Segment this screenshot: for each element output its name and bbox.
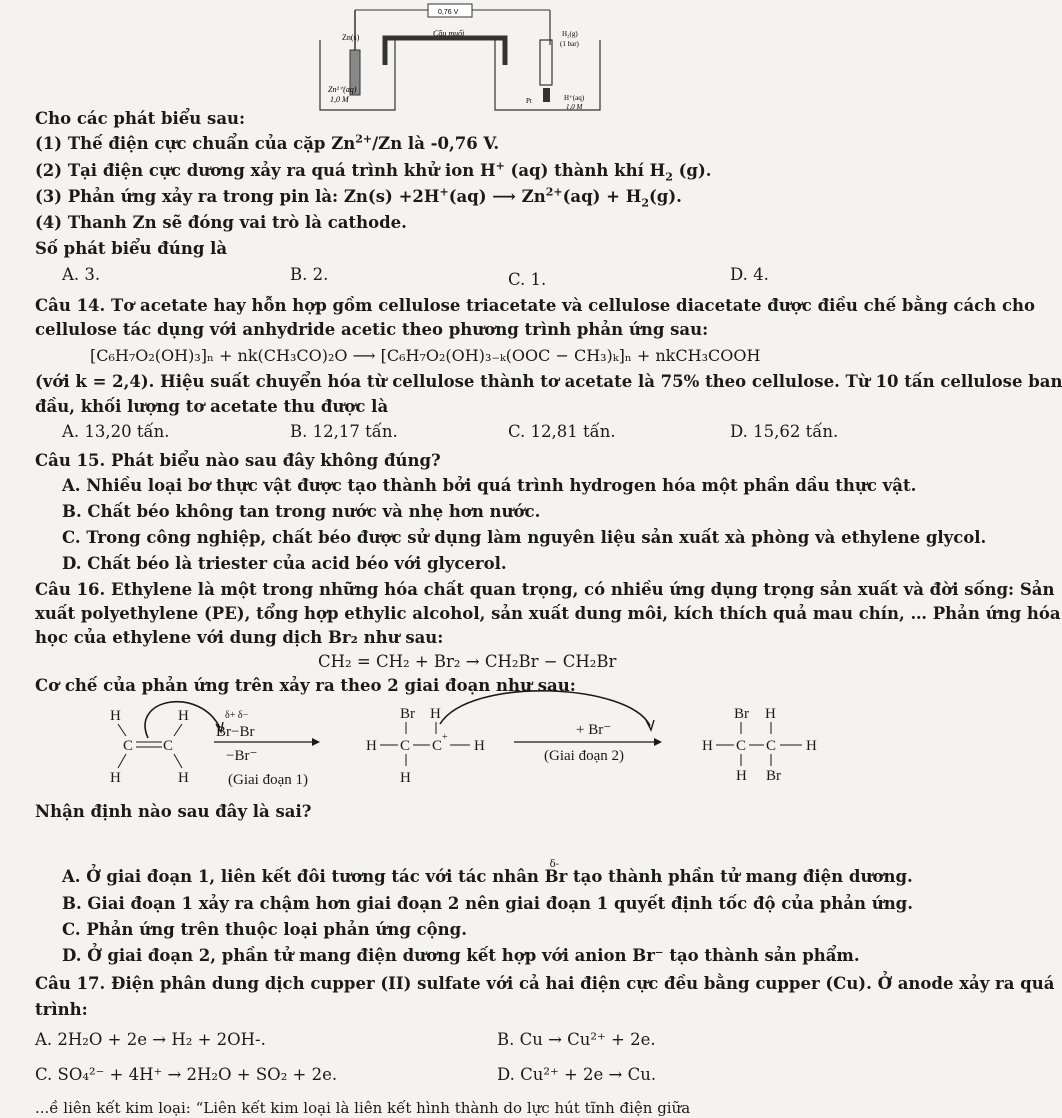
h2-gas-label: H₂(g) [562, 30, 578, 38]
svg-text:C: C [400, 738, 411, 754]
svg-text:H: H [806, 738, 817, 754]
step2-label: (Giai đoạn 2) [544, 748, 624, 764]
q16-question: Nhận định nào sau đây là sai? [35, 802, 312, 821]
svg-text:H: H [400, 770, 411, 786]
q16-equation: CH₂ = CH₂ + Br₂ → CH₂Br − CH₂Br [318, 652, 617, 671]
h2-pressure-label: (1 bar) [560, 40, 579, 48]
q17-line-1: Câu 17. Điện phân dung dịch cupper (II) sulfate với cả hai điện cực đều bằng cupper (Cu). Ở anode xảy ra quá [35, 974, 1055, 993]
galvanic-cell-diagram [300, 0, 630, 115]
svg-text:H: H [110, 708, 121, 724]
q14-line-3: (với k = 2,4). Hiệu suất chuyển hóa từ cellulose thành tơ acetate là 75% theo cellulose. Từ 10 tấn cellulose ban [35, 372, 1062, 391]
q17-option-b: B. Cu → Cu²⁺ + 2e. [497, 1030, 656, 1049]
q17-option-d: D. Cu²⁺ + 2e → Cu. [497, 1065, 657, 1084]
q14-option-d: D. 15,62 tấn. [730, 422, 839, 441]
q16-line-1: Câu 16. Ethylene là một trong những hóa chất quan trọng, có nhiều ứng dụng trọng sản xuất và đời sống: Sản [35, 580, 1055, 599]
svg-text:H: H [702, 738, 713, 754]
step1-delta: δ+ δ− [225, 710, 249, 721]
q13-intro: Cho các phát biểu sau: [35, 109, 246, 128]
svg-text:Br: Br [766, 768, 781, 784]
svg-text:H: H [366, 738, 377, 754]
q14-line-2: cellulose tác dụng với anhydride acetic theo phương trình phản ứng sau: [35, 320, 709, 339]
zn-conc-label: 1,0 M [330, 95, 349, 104]
q17-line-2: trình: [35, 1000, 88, 1019]
step1-loss: −Br⁻ [226, 748, 258, 764]
zn-electrode-label: Zn(s) [342, 33, 360, 42]
salt-bridge-label: Cầu muối [433, 29, 465, 38]
h-solution-label: H⁺(aq) [564, 94, 585, 102]
footer-fragment: ...ề liên kết kim loại: “Liên kết kim loại là liên kết hình thành do lực hút tĩnh điện giữa [35, 1099, 691, 1117]
step1-label: (Giai đoạn 1) [228, 772, 308, 788]
q13-option-a: A. 3. [62, 265, 101, 284]
svg-text:C: C [766, 738, 777, 754]
q14-line-1: Câu 14. Tơ acetate hay hỗn hợp gồm cellulose triacetate và cellulose diacetate được điều chế bằng cách cho [35, 296, 1035, 315]
q15-stem: Câu 15. Phát biểu nào sau đây không đúng? [35, 451, 441, 470]
svg-text:C: C [163, 738, 174, 754]
q16-line-2: xuất polyethylene (PE), tổng hợp ethylic alcohol, sản xuất dung môi, kích thích quả mau chín, … Phản ứng hóa [35, 604, 1061, 623]
q17-option-c: C. SO₄²⁻ + 4H⁺ → 2H₂O + SO₂ + 2e. [35, 1065, 338, 1084]
q15-option-c: C. Trong công nghiệp, chất béo được sử dụng làm nguyên liệu sản xuất xà phòng và ethylene glycol. [62, 528, 987, 547]
svg-text:Br: Br [734, 706, 749, 722]
svg-text:H: H [474, 738, 485, 754]
q16-option-b: B. Giai đoạn 1 xảy ra chậm hơn giai đoạn 2 nên giai đoạn 1 quyết định tốc độ của phản ứng. [62, 894, 913, 913]
q16-option-d: D. Ở giai đoạn 2, phần tử mang điện dương kết hợp với anion Br⁻ tạo thành sản phẩm. [62, 946, 860, 965]
q16-option-a: A. Ở giai đoạn 1, liên kết đôi tương tác với tác nhân δ- Br tạo thành phần tử mang điện dương. [62, 859, 913, 886]
q13-statement-1: (1) Thế điện cực chuẩn của cặp $Zn^{2+}/Zn$ là -0,76 V. [35, 132, 500, 153]
svg-text:+: + [442, 732, 448, 743]
q16-line-4: Cơ chế của phản ứng trên xảy ra theo 2 giai đoạn như sau: [35, 676, 576, 695]
svg-text:C: C [123, 738, 134, 754]
q14-equation: [C₆H₇O₂(OH)₃]ₙ + nk(CH₃CO)₂O ⟶ [C₆H₇O₂(OH)₃₋ₖ(OOC − CH₃)ₖ]ₙ + nkCH₃COOH [90, 346, 761, 365]
q17-option-a: A. 2H₂O + 2e → H₂ + 2OH-. [35, 1030, 266, 1049]
svg-text:H: H [110, 770, 121, 786]
q16-option-c: C. Phản ứng trên thuộc loại phản ứng cộng. [62, 920, 467, 939]
q16-line-3: học của ethylene với dung dịch Br₂ như sau: [35, 628, 444, 647]
svg-text:C: C [736, 738, 747, 754]
q14-option-a: A. 13,20 tấn. [62, 422, 170, 441]
voltmeter-label: 0,76 V [438, 9, 459, 16]
q13-option-c: C. 1. [508, 270, 547, 289]
q15-option-b: B. Chất béo không tan trong nước và nhẹ hơn nước. [62, 502, 541, 521]
q14-option-b: B. 12,17 tấn. [290, 422, 398, 441]
svg-text:H: H [736, 768, 747, 784]
svg-text:H: H [765, 706, 776, 722]
step2-reagent: + Br⁻ [576, 722, 612, 738]
svg-text:C: C [432, 738, 443, 754]
svg-text:H: H [178, 708, 189, 724]
q14-line-4: đầu, khối lượng tơ acetate thu được là [35, 397, 389, 416]
q15-option-d: D. Chất béo là triester của acid béo với glycerol. [62, 554, 507, 573]
svg-text:Br: Br [400, 706, 415, 722]
q13-question: Số phát biểu đúng là [35, 239, 228, 258]
q13-option-b: B. 2. [290, 265, 329, 284]
step1-reagent: Br−Br [216, 724, 255, 740]
mechanism-diagram [90, 698, 850, 790]
q15-option-a: A. Nhiều loại bơ thực vật được tạo thành bởi quá trình hydrogen hóa một phần dầu thực vật. [62, 476, 917, 495]
q13-statement-3: (3) Phản ứng xảy ra trong pin là: Zn(s) +2H+(aq) ⟶ $Zn^{2+}(aq) + H_2(g)$. [35, 185, 682, 210]
svg-text:H: H [178, 770, 189, 786]
pt-label: Pt [526, 97, 532, 105]
h-conc-label: 1,0 M [566, 103, 583, 111]
q13-statement-4: (4) Thanh Zn sẽ đóng vai trò là cathode. [35, 213, 407, 232]
q13-statement-2: (2) Tại điện cực dương xảy ra quá trình khử ion H+ (aq) thành khí $H_2$ (g). [35, 159, 712, 184]
zn-solution-label: Zn²⁺(aq) [328, 85, 357, 94]
q14-option-c: C. 12,81 tấn. [508, 422, 616, 441]
svg-text:H: H [430, 706, 441, 722]
q13-option-d: D. 4. [730, 265, 769, 284]
